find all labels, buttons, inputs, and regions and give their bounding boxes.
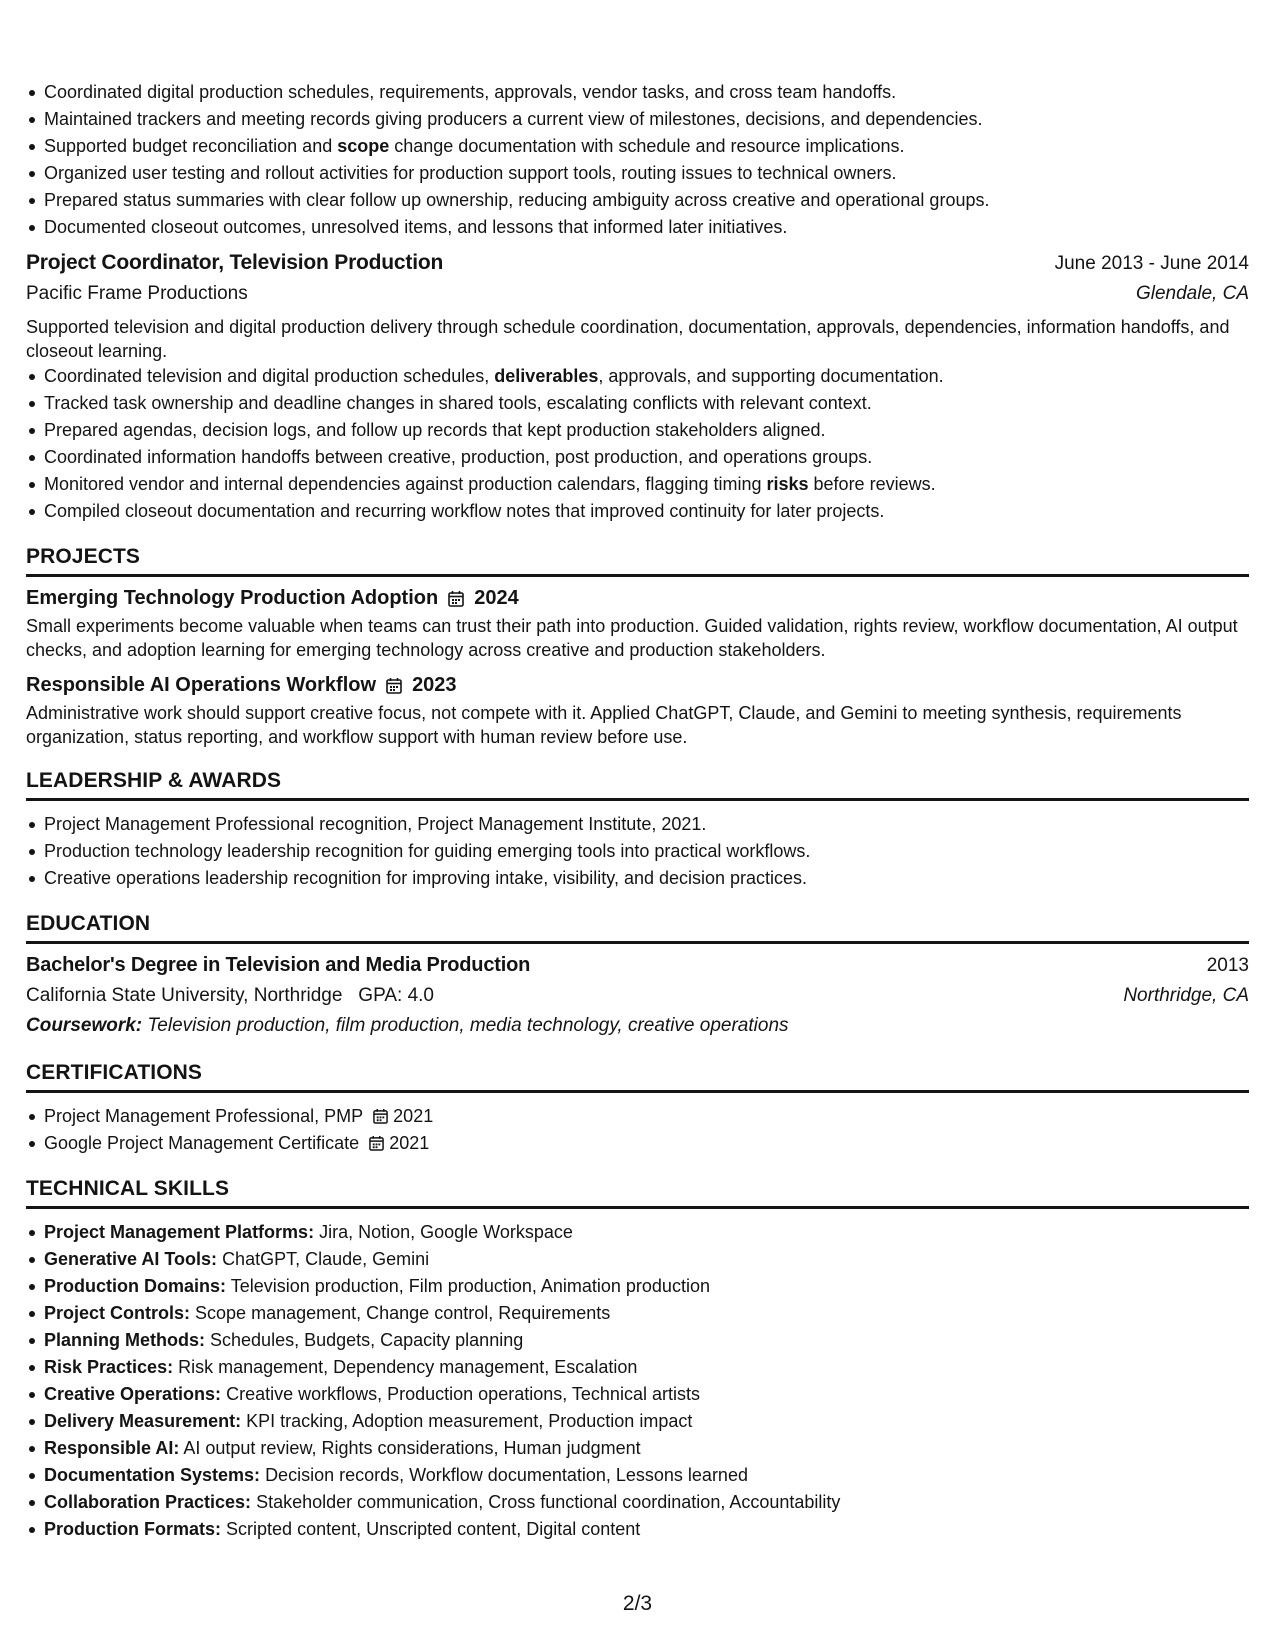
- list-item: Google Project Management Certificate 2021: [26, 1130, 1249, 1157]
- list-item: Coordinated information handoffs between creative, production, post production, and operations groups.: [26, 444, 1249, 471]
- calendar-icon: [448, 590, 464, 607]
- job-entry: [26, 251, 1249, 525]
- list-item: Tracked task ownership and deadline changes in shared tools, escalating conflicts with relevant context.: [26, 390, 1249, 417]
- list-item: Generative AI Tools: ChatGPT, Claude, Gemini: [26, 1246, 1249, 1273]
- coursework: Coursework: Television production, film production, media technology, creative operations: [26, 1015, 789, 1036]
- list-item: Documentation Systems: Decision records, Workflow documentation, Lessons learned: [26, 1462, 1249, 1489]
- leadership-heading: LEADERSHIP & AWARDS: [26, 769, 1249, 801]
- list-item: Project Management Professional recognition, Project Management Institute, 2021.: [26, 811, 1249, 838]
- project-description: Small experiments become valuable when teams can trust their path into production. Guided validation, rights review, workflow documentation, AI output checks, and adoption learning for emerging technology across creative and production stakeholders.: [26, 616, 1238, 660]
- job-dates: June 2013 - June 2014: [1054, 253, 1249, 274]
- job-summary: Supported television and digital production delivery through schedule coordination, documentation, approvals, dependencies, information handoffs, and closeout learning.: [26, 317, 1230, 361]
- list-item: Production Domains: Television production, Film production, Animation production: [26, 1273, 1249, 1300]
- list-item: Coordinated digital production schedules, requirements, approvals, vendor tasks, and cross team handoffs.: [26, 79, 1249, 106]
- calendar-icon: [373, 1108, 388, 1124]
- project-description: Administrative work should support creative focus, not compete with it. Applied ChatGPT, Claude, and Gemini to meeting synthesis, requirements organization, status reporting, and workflow support with human review before use.: [26, 703, 1182, 747]
- list-item: Responsible AI: AI output review, Rights considerations, Human judgment: [26, 1435, 1249, 1462]
- page-number: 2/3: [622, 1592, 653, 1615]
- project-name: Responsible AI Operations Workflow: [26, 674, 377, 696]
- list-item: Planning Methods: Schedules, Budgets, Capacity planning: [26, 1327, 1249, 1354]
- list-item: Project Controls: Scope management, Change control, Requirements: [26, 1300, 1249, 1327]
- gpa: GPA: 4.0: [358, 985, 434, 1006]
- leadership-list: [26, 811, 1249, 892]
- list-item: Coordinated television and digital production schedules, deliverables, approvals, and supporting documentation.: [26, 363, 1249, 390]
- list-item: Production technology leadership recognition for guiding emerging tools into practical workflows.: [26, 838, 1249, 865]
- calendar-icon: [369, 1135, 384, 1151]
- list-item: Compiled closeout documentation and recurring workflow notes that improved continuity for later projects.: [26, 498, 1249, 525]
- certifications-heading: CERTIFICATIONS: [26, 1061, 1249, 1093]
- projects-section: [26, 587, 1249, 749]
- project-year: 2023: [412, 674, 457, 696]
- certifications-list: [26, 1103, 1249, 1157]
- graduation-year: 2013: [1206, 955, 1249, 976]
- list-item: Creative Operations: Creative workflows, Production operations, Technical artists: [26, 1381, 1249, 1408]
- list-item: Collaboration Practices: Stakeholder communication, Cross functional coordination, Accountability: [26, 1489, 1249, 1516]
- intro-bullet-list: [26, 79, 1249, 241]
- list-item: Project Management Professional, PMP 2021: [26, 1103, 1249, 1130]
- school-location: Northridge, CA: [1123, 985, 1249, 1006]
- list-item: Prepared agendas, decision logs, and follow up records that kept production stakeholders aligned.: [26, 417, 1249, 444]
- list-item: Maintained trackers and meeting records giving producers a current view of milestones, decisions, and dependencies.: [26, 106, 1249, 133]
- list-item: Prepared status summaries with clear follow up ownership, reducing ambiguity across creative and operational groups.: [26, 187, 1249, 214]
- list-item: Risk Practices: Risk management, Dependency management, Escalation: [26, 1354, 1249, 1381]
- skills-heading: TECHNICAL SKILLS: [26, 1177, 1249, 1209]
- school-name: California State University, Northridge: [26, 985, 343, 1006]
- list-item: Documented closeout outcomes, unresolved items, and lessons that informed later initiatives.: [26, 214, 1249, 241]
- education-heading: EDUCATION: [26, 912, 1249, 944]
- list-item: Delivery Measurement: KPI tracking, Adoption measurement, Production impact: [26, 1408, 1249, 1435]
- skills-list: [26, 1219, 1249, 1543]
- degree-title: Bachelor's Degree in Television and Media Production: [26, 954, 531, 976]
- list-item: Project Management Platforms: Jira, Notion, Google Workspace: [26, 1219, 1249, 1246]
- project-year: 2024: [474, 587, 519, 609]
- company-name: Pacific Frame Productions: [26, 283, 248, 304]
- project-name: Emerging Technology Production Adoption: [26, 587, 439, 609]
- list-item: Organized user testing and rollout activities for production support tools, routing issues to technical owners.: [26, 160, 1249, 187]
- projects-heading: PROJECTS: [26, 545, 1249, 577]
- job-bullet-list: [26, 363, 1249, 525]
- list-item: Creative operations leadership recognition for improving intake, visibility, and decision practices.: [26, 865, 1249, 892]
- job-title: Project Coordinator, Television Production: [26, 251, 444, 274]
- calendar-icon: [386, 677, 402, 694]
- list-item: Production Formats: Scripted content, Unscripted content, Digital content: [26, 1516, 1249, 1543]
- job-location: Glendale, CA: [1135, 283, 1249, 304]
- list-item: Monitored vendor and internal dependencies against production calendars, flagging timing risks before reviews.: [26, 471, 1249, 498]
- education-entry: [26, 954, 1249, 1037]
- list-item: Supported budget reconciliation and scope change documentation with schedule and resource implications.: [26, 133, 1249, 160]
